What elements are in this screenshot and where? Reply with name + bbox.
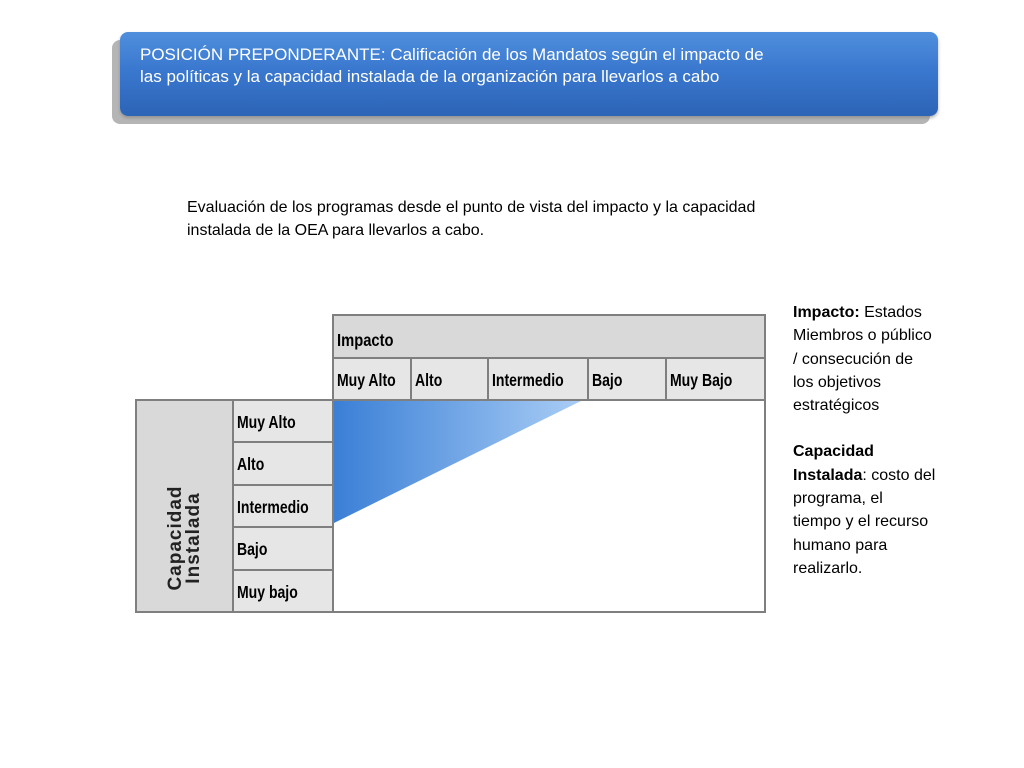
- capacity-def-line-1: : costo del: [862, 466, 936, 484]
- capacity-def-line-4: humano para: [793, 536, 888, 554]
- impact-header-label: Impacto: [337, 330, 394, 351]
- intro-line-2: instalada de la OEA para llevarlos a cabo.: [187, 222, 485, 239]
- definitions-note: [793, 301, 963, 580]
- capacity-level-muy-alto: Muy Alto: [236, 412, 296, 433]
- capacity-def-line-2: programa, el: [793, 490, 883, 508]
- capacity-level-bajo: Bajo: [236, 539, 268, 560]
- impact-def-line-2: Miembros o público: [793, 327, 932, 345]
- impact-header-cell: [333, 315, 765, 358]
- title-line-2: las políticas y la capacidad instalada de la organización para llevarlos a cabo: [140, 67, 720, 86]
- capacity-header-label-line1: Capacidad: [165, 485, 186, 591]
- impact-level-bajo: Bajo: [591, 370, 623, 391]
- capacity-term-1: Capacidad: [793, 443, 874, 461]
- capacity-def-line-5: realizarlo.: [793, 559, 863, 577]
- capacity-term-2: Instalada: [793, 466, 863, 484]
- impact-def-line-3: / consecución de: [793, 350, 914, 368]
- capacity-definition: [793, 440, 963, 580]
- intro-line-1: Evaluación de los programas desde el punto de vista del impacto y la capacidad: [187, 199, 756, 216]
- impact-def-line-1: Estados: [859, 304, 922, 321]
- impact-def-line-4: los objetivos: [793, 373, 882, 391]
- impact-def-line-5: estratégicos: [793, 397, 880, 415]
- capacity-header-label-line2: Instalada: [183, 492, 204, 584]
- capacity-level-alto: Alto: [236, 454, 265, 475]
- capacity-level-intermedio: Intermedio: [236, 497, 309, 518]
- title-line-1: POSICIÓN PREPONDERANTE: Calificación de los Mandatos según el impacto de: [140, 45, 764, 64]
- impact-level-intermedio: Intermedio: [492, 370, 564, 391]
- impact-level-alto: Alto: [415, 370, 443, 391]
- impact-level-muy-alto: Muy Alto: [337, 370, 396, 391]
- impact-definition: [793, 301, 963, 417]
- impact-level-muy-bajo: Muy Bajo: [670, 370, 733, 391]
- capacity-def-line-3: tiempo y el recurso: [793, 513, 929, 531]
- capacity-level-muy-bajo: Muy bajo: [236, 582, 298, 603]
- impact-term: Impacto:: [793, 304, 860, 321]
